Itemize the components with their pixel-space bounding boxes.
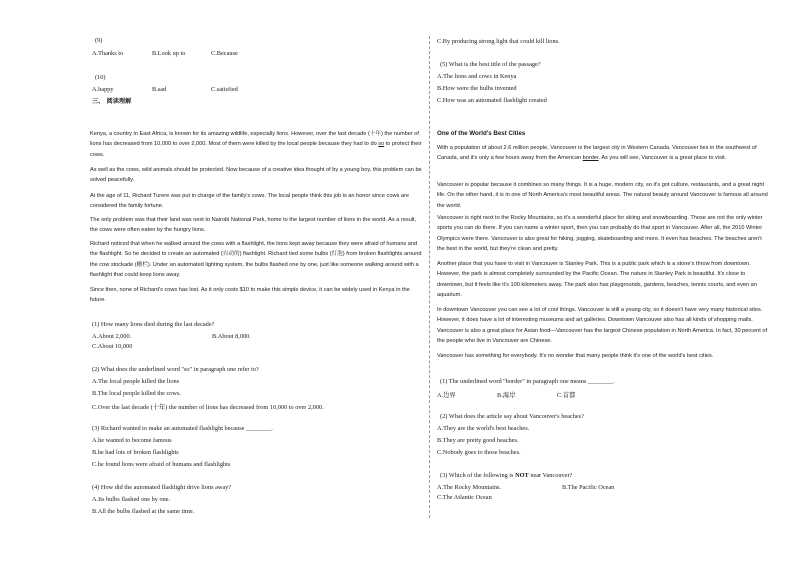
rq2-option-c: C.Over the last decade (十年) the number of lions has decreased from 10,000 to over 2,000. xyxy=(92,404,324,411)
rq4-option-a: A.Its bulbs flashed one by one. xyxy=(92,496,171,503)
vq1-option-b: B.海岸 xyxy=(497,392,516,399)
q10-option-c: C.satisfied xyxy=(211,86,238,93)
rq2-option-a: A.The local people killed the lions xyxy=(92,378,180,385)
q10-option-a: A.happy xyxy=(92,86,114,93)
rq1-option-c: C.About 10,000 xyxy=(92,343,133,350)
section-heading: 三、 阅读理解 xyxy=(92,98,132,105)
kenya-paragraph-4: The only problem was that their land was next to Nairobi National Park, home to the largest number of lions in the world. As a result, the cows were often eaten by the hungry lions. xyxy=(90,217,417,234)
vancouver-paragraph-6: Vancouver has something for everybody. It's no wonder that many people think it's one of the world's best cities. xyxy=(437,353,714,359)
kenya-paragraph-2: As well as the cows, wild animals should be protected. Now because of a creative idea thought of by a young boy, this problem can be solved peacefully. xyxy=(90,167,422,184)
rq5-option-a: A.The lions and cows in Kenya xyxy=(437,73,517,80)
kenya-paragraph-3: At the age of 11, Richard Turere was put in charge of the family's cows. The local people think this job is an honor since cows are considered the family fortune. xyxy=(90,193,409,210)
q9-option-c: C.Because xyxy=(211,50,238,57)
vq2-stem: (2) What does the article say about Vancouver's beaches? xyxy=(440,413,584,420)
q9-option-a: A.Thanks to xyxy=(92,50,124,57)
vancouver-paragraph-5: In downtown Vancouver you can see a lot of cool things. Vancouver is still a young city, so it doesn't have very many historical sites. However, it does have a lot of interesting museums and art galleries. Downtown Vancouver also has all kinds of shopping malls. Vancouver is also a great place for Asian food—Vancouver has the largest Chinese population in North America. In fact, 30 percent of the people who live in Vancouver are Chinese. xyxy=(437,307,768,344)
rq3-option-a: A.he wanted to become famous xyxy=(92,437,172,444)
rq2-option-b: B.The local people killed the cows. xyxy=(92,390,182,397)
rq5-option-b: B.How were the bulbs invented xyxy=(437,85,517,92)
rq4-option-b: B.All the bulbs flashed at the same time. xyxy=(92,508,195,515)
rq4-option-c: C.By producing strong light that could kill lions. xyxy=(437,38,560,45)
kenya-paragraph-1: Kenya, a country in East Africa, is known for its amazing wildlife, especially lions. However, over the last decade (十年) the number of lions has decreased from 10,000 to over 2,000. Most of them were killed by the local people because they had to do so to protect their cows. xyxy=(90,131,422,158)
kenya-paragraph-5: Richard noticed that when he walked around the cows with a flashlight, the lions kept away because they were afraid of humans and the flashlight. So he decided to create an automated (自动的) flashlight. Richard tied some bulbs (灯泡) from broken flashlights around the cow stockade (栅栏). Under an automated lighting system, the bulbs flashed one by one, just like someone walking around with a flashlight that could keep lions away. xyxy=(90,241,422,278)
vancouver-paragraph-3: Vancouver is right next to the Rocky Mountains, so it's a wonderful place for skiing and snowboarding. Those are not the only winter sports you can do there. If you can name a winter sport, then you can probably do that sport in Vancouver. After all, the 2010 Winter Olympics were there. Vancouver is also great for hiking, jogging, skateboarding and more. It even has beaches. The beaches aren't the best in the world, but they're clean and pretty. xyxy=(437,215,763,252)
vq1-stem: (1) The underlined word "border" in paragraph one means ________. xyxy=(440,378,615,385)
rq3-stem: (3) Richard wanted to make an automated flashlight because ________. xyxy=(92,425,273,432)
vq1-option-c: C.首都 xyxy=(557,392,576,399)
vq3-option-c: C.The Atlantic Ocean xyxy=(437,494,492,501)
q9-option-b: B.Look up to xyxy=(152,50,186,57)
q9-number: (9) xyxy=(95,37,103,44)
vancouver-paragraph-1: With a population of about 2.6 million people, Vancouver is the largest city in Western Canada. Vancouver lies in the southwest of Canada, and it's only a few hours away from the American border. As you will see, Vancouver is a great place to visit. xyxy=(437,145,757,162)
rq3-option-b: B.he had lots of broken flashlights xyxy=(92,449,179,456)
rq4-stem: (4) How did the automated flashlight drive lions away? xyxy=(92,484,232,491)
not-emphasis: NOT xyxy=(515,472,529,479)
rq3-option-c: C.he found lions were afraid of humans and flashlights xyxy=(92,461,231,468)
vq3-option-b: B.The Pacific Ocean xyxy=(562,484,615,491)
q10-option-b: B.sad xyxy=(152,86,167,93)
underlined-word-so: so xyxy=(378,141,385,148)
column-divider xyxy=(429,36,430,518)
q10-number: (10) xyxy=(95,74,106,81)
vancouver-paragraph-4: Another place that you have to visit in Vancouver is Stanley Park. This is a public park which is a stone's throw from downtown. However, the park is almost completely surrounded by the Pacific Ocean. The nature in Stanley Park is beautiful. It's close to downtown, but it feels like it's 100 kilometers away. The park also has playgrounds, gardens, beaches, tennis courts, and even an aquarium. xyxy=(437,261,757,298)
rq5-stem: (5) What is the best title of the passage? xyxy=(440,61,541,68)
vq2-option-b: B.They are pretty good beaches. xyxy=(437,437,519,444)
vq1-option-a: A.边界 xyxy=(437,392,456,399)
vq2-option-a: A.They are the world's best beaches. xyxy=(437,425,530,432)
rq5-option-c: C.How was an automated flashlight created xyxy=(437,97,547,104)
rq1-option-a: A.About 2,000. xyxy=(92,333,132,340)
passage-title: One of the World's Best Cities xyxy=(437,130,526,137)
vq3-option-a: A.The Rocky Mountains. xyxy=(437,484,502,491)
vq2-option-c: C.Nobody goes to those beaches. xyxy=(437,449,521,456)
kenya-paragraph-6: Since then, none of Richard's cows has lost. As it only costs $10 to make this simple device, it can be widely used in Kenya in the future. xyxy=(90,287,410,304)
rq2-stem: (2) What does the underlined word "so" in paragraph one refer to? xyxy=(92,366,259,373)
rq1-option-b: B.About 8,000. xyxy=(212,333,251,340)
vancouver-paragraph-2: Vancouver is popular because it combines so many things. It is a huge, modern city, so it's got culture, restaurants, and a great night life. On the other hand, it is in one of North America's most beautiful areas. The natural beauty around Vancouver is famous all around the world. xyxy=(437,182,768,209)
vq3-stem: (3) Which of the following is NOT near Vancouver? xyxy=(440,472,573,479)
underlined-word-border: border xyxy=(582,155,599,162)
rq1-stem: (1) How many lions died during the last decade? xyxy=(92,321,215,328)
